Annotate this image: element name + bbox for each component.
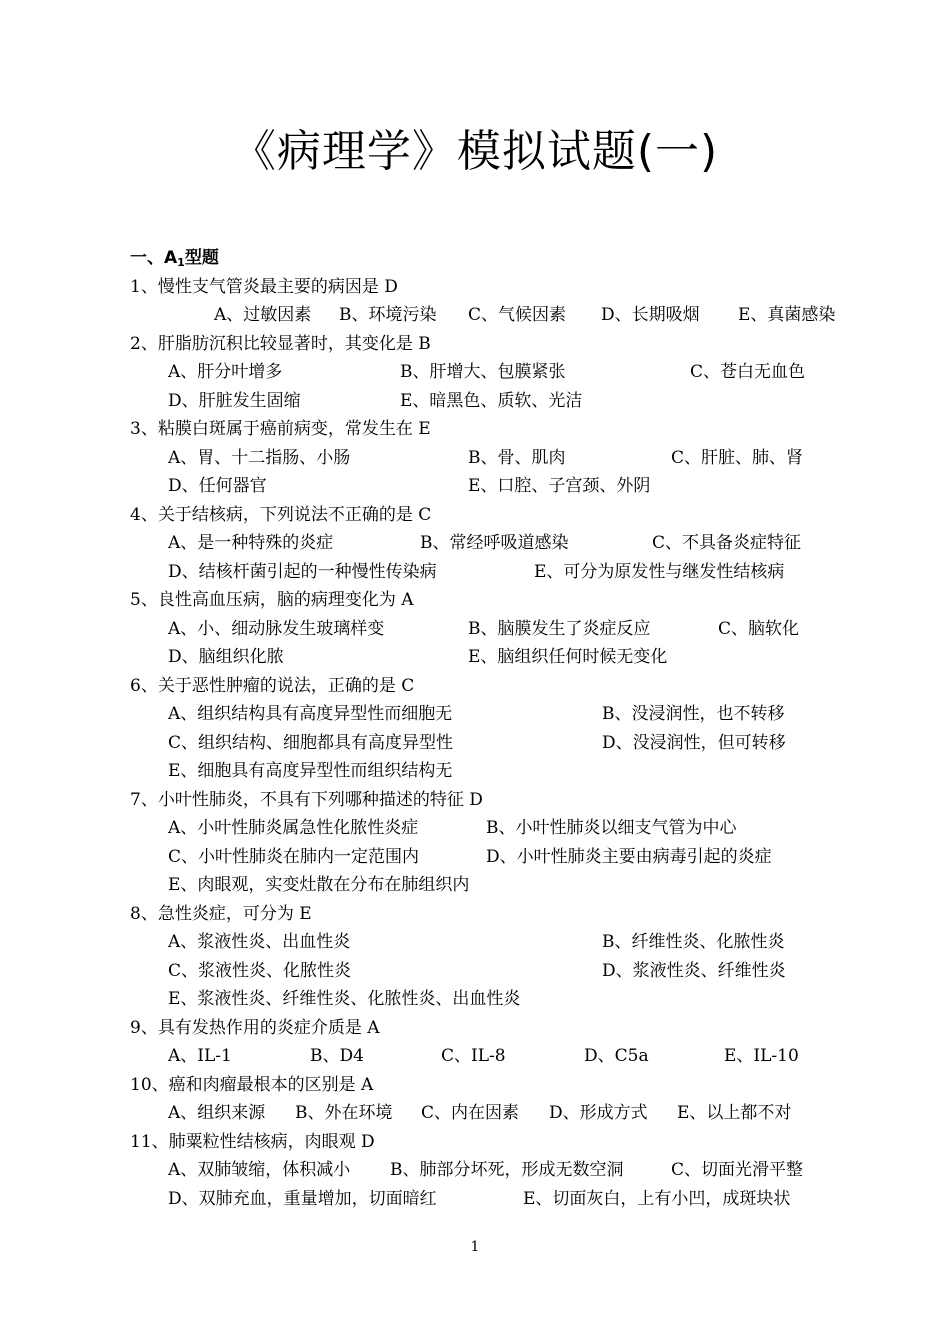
answer-option: A、组织结构具有高度异型性而细胞无 bbox=[168, 704, 453, 724]
answer-option: C、肝脏、肺、肾 bbox=[671, 447, 804, 468]
answer-option: D、没浸润性，但可转移 bbox=[602, 732, 786, 753]
section-subscript: 1 bbox=[177, 256, 185, 269]
answer-option: C、组织结构、细胞都具有高度异型性 bbox=[168, 732, 454, 753]
question-stem: 9、具有发热作用的炎症介质是 A bbox=[130, 1017, 380, 1038]
options-row bbox=[130, 1156, 830, 1185]
options-row bbox=[130, 358, 830, 387]
answer-option: D、形成方式 bbox=[549, 1103, 648, 1123]
answer-option: E、肉眼观，实变灶散在分布在肺组织内 bbox=[168, 875, 470, 895]
answer-option: E、切面灰白，上有小凹，成斑块状 bbox=[523, 1188, 791, 1209]
answer-option: C、浆液性炎、化脓性炎 bbox=[168, 960, 352, 981]
answer-option: E、浆液性炎、纤维性炎、化脓性炎、出血性炎 bbox=[168, 989, 521, 1009]
answer-option: B、环境污染 bbox=[339, 305, 437, 325]
options-row bbox=[130, 957, 830, 986]
answer-option: E、可分为原发性与继发性结核病 bbox=[534, 561, 785, 582]
answer-option: D、C5a bbox=[584, 1046, 649, 1066]
question-stem: 10、癌和肉瘤最根本的区别是 A bbox=[130, 1074, 374, 1095]
answer-option: D、结核杆菌引起的一种慢性传染病 bbox=[168, 561, 437, 582]
answer-option: B、脑膜发生了炎症反应 bbox=[468, 618, 651, 639]
answer-option: A、小、细动脉发生玻璃样变 bbox=[168, 618, 385, 639]
answer-option: C、切面光滑平整 bbox=[671, 1160, 804, 1180]
options-row bbox=[130, 700, 830, 729]
question-stem: 11、肺粟粒性结核病，肉眼观 D bbox=[130, 1131, 375, 1152]
options-row bbox=[130, 871, 830, 900]
options-row bbox=[130, 1099, 830, 1128]
answer-option: C、气候因素 bbox=[468, 305, 567, 325]
answer-option: A、胃、十二指肠、小肠 bbox=[168, 447, 351, 468]
answer-option: D、任何器官 bbox=[168, 476, 267, 496]
options-row bbox=[130, 558, 830, 587]
answer-option: D、双肺充血，重量增加，切面暗红 bbox=[168, 1188, 437, 1209]
options-row bbox=[130, 729, 830, 758]
options-row bbox=[130, 615, 830, 644]
options-row bbox=[130, 843, 830, 872]
answer-option: B、肺部分坏死，形成无数空洞 bbox=[390, 1160, 624, 1180]
answer-option: D、脑组织化脓 bbox=[168, 647, 284, 667]
answer-option: C、苍白无血色 bbox=[690, 362, 806, 382]
answer-option: E、以上都不对 bbox=[677, 1103, 792, 1123]
answer-option: B、D4 bbox=[310, 1046, 364, 1066]
question-stem: 2、肝脂肪沉积比较显著时，其变化是 B bbox=[130, 333, 431, 354]
answer-option: B、骨、肌肉 bbox=[468, 447, 566, 468]
answer-option: C、内在因素 bbox=[421, 1103, 520, 1123]
answer-option: C、小叶性肺炎在肺内一定范围内 bbox=[168, 846, 420, 867]
section-heading bbox=[130, 244, 830, 273]
question-stem: 6、关于恶性肿瘤的说法，正确的是 C bbox=[130, 675, 415, 696]
answer-option: D、浆液性炎、纤维性炎 bbox=[602, 960, 786, 981]
section-suffix: 型题 bbox=[184, 248, 219, 268]
page-title: 《病理学》模拟试题(一) bbox=[231, 126, 719, 177]
options-row bbox=[130, 928, 830, 957]
answer-option: D、肝脏发生固缩 bbox=[168, 390, 301, 411]
section-prefix: 一、A bbox=[130, 248, 178, 268]
question-stem: 1、慢性支气管炎最主要的病因是 D bbox=[130, 276, 398, 297]
options-row bbox=[130, 387, 830, 416]
answer-option: B、纤维性炎、化脓性炎 bbox=[602, 932, 785, 952]
options-row bbox=[130, 757, 830, 786]
options-row bbox=[130, 444, 830, 473]
answer-option: A、浆液性炎、出血性炎 bbox=[168, 932, 351, 952]
answer-option: B、没浸润性，也不转移 bbox=[602, 704, 785, 724]
options-row bbox=[130, 1185, 830, 1214]
answer-option: E、真菌感染 bbox=[738, 305, 836, 325]
question-stem: 7、小叶性肺炎，不具有下列哪种描述的特征 D bbox=[130, 789, 483, 810]
answer-option: A、肝分叶增多 bbox=[168, 362, 283, 382]
answer-option: E、口腔、子宫颈、外阴 bbox=[468, 476, 651, 496]
options-row bbox=[130, 529, 830, 558]
answer-option: D、小叶性肺炎主要由病毒引起的炎症 bbox=[486, 846, 772, 867]
question-list bbox=[130, 244, 836, 1213]
answer-option: C、IL-8 bbox=[441, 1046, 506, 1066]
options-row bbox=[130, 985, 830, 1014]
options-row bbox=[130, 814, 830, 843]
answer-option: B、常经呼吸道感染 bbox=[420, 533, 569, 553]
answer-option: E、脑组织任何时候无变化 bbox=[468, 647, 668, 667]
page-number: 1 bbox=[470, 1239, 480, 1255]
answer-option: E、暗黑色、质软、光洁 bbox=[400, 390, 583, 411]
answer-option: E、IL-10 bbox=[724, 1046, 799, 1066]
answer-option: B、外在环境 bbox=[295, 1103, 393, 1123]
answer-option: B、小叶性肺炎以细支气管为中心 bbox=[486, 818, 737, 838]
question-stem: 5、良性高血压病，脑的病理变化为 A bbox=[130, 590, 414, 610]
question-stem: 8、急性炎症，可分为 E bbox=[130, 903, 312, 924]
options-row bbox=[130, 301, 836, 330]
answer-option: A、过敏因素 bbox=[214, 305, 312, 325]
answer-option: B、肝增大、包膜紧张 bbox=[400, 362, 566, 382]
answer-option: C、脑软化 bbox=[718, 618, 800, 639]
answer-option: D、长期吸烟 bbox=[601, 305, 700, 325]
answer-option: A、组织来源 bbox=[168, 1103, 266, 1123]
options-row bbox=[130, 643, 830, 672]
question-stem: 4、关于结核病，下列说法不正确的是 C bbox=[130, 504, 432, 525]
options-row bbox=[130, 472, 830, 501]
options-row bbox=[130, 1042, 830, 1071]
answer-option: C、不具备炎症特征 bbox=[652, 533, 802, 553]
answer-option: A、IL-1 bbox=[168, 1046, 232, 1066]
answer-option: A、小叶性肺炎属急性化脓性炎症 bbox=[168, 818, 419, 838]
answer-option: A、是一种特殊的炎症 bbox=[168, 533, 334, 553]
question-stem: 3、粘膜白斑属于癌前病变，常发生在 E bbox=[130, 419, 431, 439]
answer-option: A、双肺皱缩，体积减小 bbox=[168, 1160, 351, 1180]
answer-option: E、细胞具有高度异型性而组织结构无 bbox=[168, 761, 453, 781]
